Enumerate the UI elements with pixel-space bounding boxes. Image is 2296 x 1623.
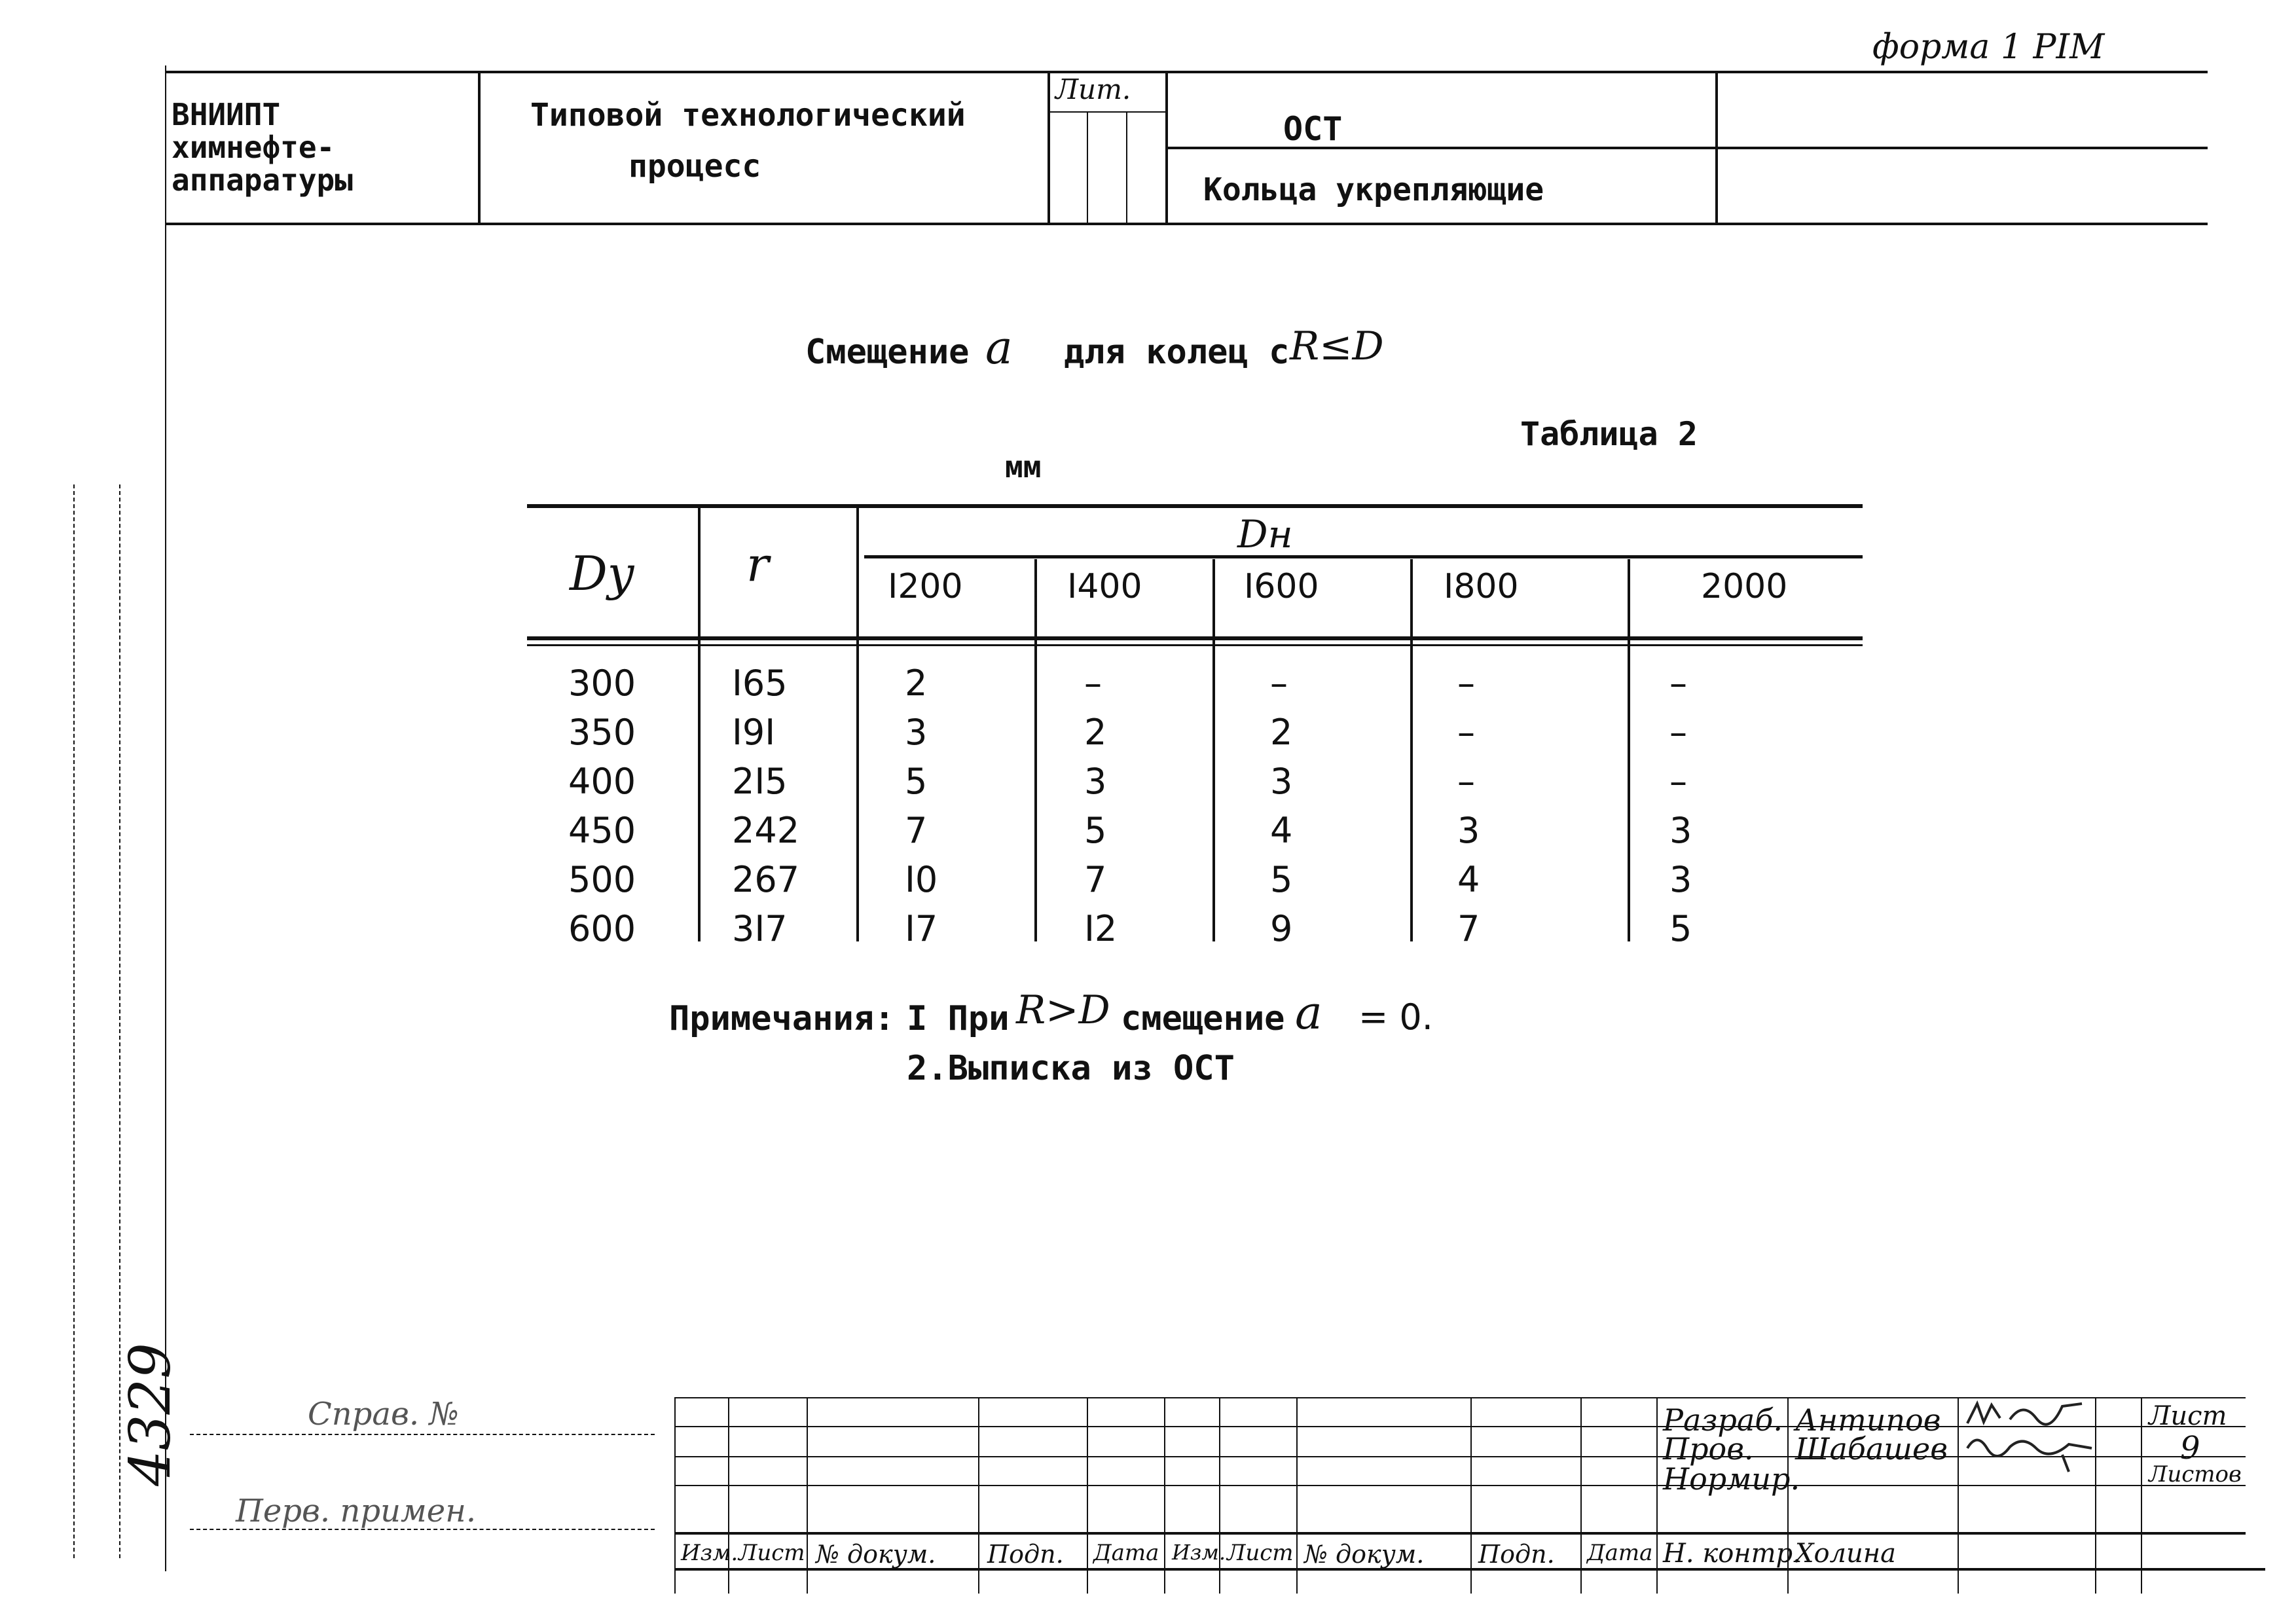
table-cell-r5-c7: 3 (1669, 859, 1692, 900)
notes-label: Примечания: (669, 999, 895, 1038)
table-cell-r6-c4: I2 (1084, 908, 1118, 949)
table-cell-r3-c5: 3 (1270, 761, 1293, 802)
table-cell-r6-c7: 5 (1669, 908, 1692, 949)
col-header-dy: Dy (570, 546, 634, 601)
note1-mid: смещение (1121, 999, 1285, 1038)
role-normcontrol: Нормир. (1663, 1461, 1800, 1497)
table-cell-r1-c7: – (1669, 663, 1687, 704)
table-cell-r2-c3: 3 (905, 712, 928, 753)
note1-symbol: a (1295, 986, 1322, 1040)
bottom-label-9: Подп. (1478, 1540, 1555, 1569)
bottom-label-5: Дата (1093, 1540, 1159, 1566)
table-cell-r4-c3: 7 (905, 810, 928, 851)
col-header-r: r (746, 537, 769, 592)
col-header-dn-1: I200 (888, 567, 963, 606)
doc-subject: Кольца укрепляющие (1203, 172, 1544, 208)
bottom-label-3: № докум. (816, 1540, 936, 1569)
col-header-dn-3: I600 (1244, 567, 1319, 606)
stamp-left-bottom: Перв. примен. (236, 1493, 477, 1529)
table-cell-r4-c7: 3 (1669, 810, 1692, 851)
col-header-dn-2: I400 (1067, 567, 1142, 606)
col-header-dn-4: I800 (1444, 567, 1519, 606)
col-group-dn: Dн (1237, 512, 1293, 556)
table-label: Таблица 2 (1520, 415, 1698, 453)
table-cell-r6-c5: 9 (1270, 908, 1293, 949)
role-n-control: Н. контр. (1663, 1539, 1801, 1569)
table-cell-r2-c1: 350 (568, 712, 636, 753)
note1-end: = 0. (1358, 996, 1433, 1038)
table-cell-r3-c1: 400 (568, 761, 636, 802)
title-middle: для колец с (1064, 333, 1290, 372)
units-label: мм (1005, 449, 1042, 484)
role-checker: Пров. (1663, 1431, 1754, 1467)
org-name-3: аппаратуры (172, 162, 353, 198)
table-cell-r2-c6: – (1457, 712, 1475, 753)
name-checker: Шабашев (1795, 1431, 1948, 1467)
sheets-label: Листов (2149, 1461, 2242, 1487)
table-cell-r2-c7: – (1669, 712, 1687, 753)
sheet-number: 9 (2180, 1430, 2200, 1467)
bottom-label-2: Лист (738, 1540, 805, 1566)
stamp-left-top: Справ. № (308, 1396, 459, 1432)
table-cell-r4-c1: 450 (568, 810, 636, 851)
stamp-side-number: 4329 (118, 1343, 183, 1486)
bottom-label-8: № докум. (1304, 1540, 1425, 1569)
bottom-label-4: Подп. (987, 1540, 1064, 1569)
table-cell-r5-c4: 7 (1084, 859, 1107, 900)
table-cell-r1-c3: 2 (905, 663, 928, 704)
signature-checker (1964, 1429, 2095, 1474)
table-cell-r5-c1: 500 (568, 859, 636, 900)
table-cell-r3-c6: – (1457, 761, 1475, 802)
table-cell-r6-c3: I7 (905, 908, 938, 949)
table-cell-r5-c2: 267 (732, 859, 800, 900)
table-cell-r2-c2: I9I (732, 712, 776, 753)
process-title-1: Типовой технологический (530, 97, 966, 134)
table-cell-r2-c4: 2 (1084, 712, 1107, 753)
table-cell-r3-c2: 2I5 (732, 761, 788, 802)
name-developer: Антипов (1795, 1402, 1941, 1438)
table-cell-r4-c5: 4 (1270, 810, 1293, 851)
role-developer: Разраб. (1663, 1402, 1783, 1438)
note1-condition: R>D (1016, 987, 1110, 1033)
table-cell-r1-c2: I65 (732, 663, 788, 704)
table-cell-r1-c1: 300 (568, 663, 636, 704)
doc-code: ОСТ (1283, 110, 1343, 148)
table-cell-r2-c5: 2 (1270, 712, 1293, 753)
sheet-label: Лист (2149, 1401, 2227, 1431)
table-cell-r6-c1: 600 (568, 908, 636, 949)
bottom-label-6: Изм. (1172, 1540, 1226, 1565)
title-prefix: Смещение (805, 333, 970, 372)
lit-label: Лит. (1055, 73, 1131, 105)
form-label: форма 1 PIM (1872, 27, 2105, 67)
table-cell-r5-c5: 5 (1270, 859, 1293, 900)
title-a-symbol: a (985, 321, 1013, 374)
table-cell-r4-c2: 242 (732, 810, 800, 851)
table-cell-r1-c5: – (1270, 663, 1288, 704)
bottom-label-1: Изм. (681, 1540, 738, 1566)
bottom-label-7: Лист (1227, 1540, 1294, 1566)
bottom-label-10: Дата (1587, 1540, 1653, 1566)
title-condition: R≤D (1290, 323, 1384, 369)
table-cell-r3-c3: 5 (905, 761, 928, 802)
table-cell-r1-c4: – (1084, 663, 1102, 704)
col-header-dn-5: 2000 (1701, 567, 1788, 606)
table-cell-r4-c6: 3 (1457, 810, 1480, 851)
org-name-1: ВНИИПТ (172, 97, 281, 132)
org-name-2: химнефте- (172, 130, 335, 165)
table-cell-r5-c6: 4 (1457, 859, 1480, 900)
table-cell-r3-c4: 3 (1084, 761, 1107, 802)
table-cell-r3-c7: – (1669, 761, 1687, 802)
left-binding-dash-1 (73, 484, 75, 1558)
table-cell-r6-c2: 3I7 (732, 908, 788, 949)
process-title-2: процесс (629, 148, 761, 185)
note2: 2.Выписка из ОСТ (907, 1049, 1235, 1088)
table-cell-r6-c6: 7 (1457, 908, 1480, 949)
name-n-control: Холина (1795, 1539, 1896, 1569)
table-cell-r1-c6: – (1457, 663, 1475, 704)
table-cell-r4-c4: 5 (1084, 810, 1107, 851)
signature-developer (1964, 1398, 2088, 1429)
note1-prefix: I При (907, 999, 1010, 1038)
table-cell-r5-c3: I0 (905, 859, 938, 900)
